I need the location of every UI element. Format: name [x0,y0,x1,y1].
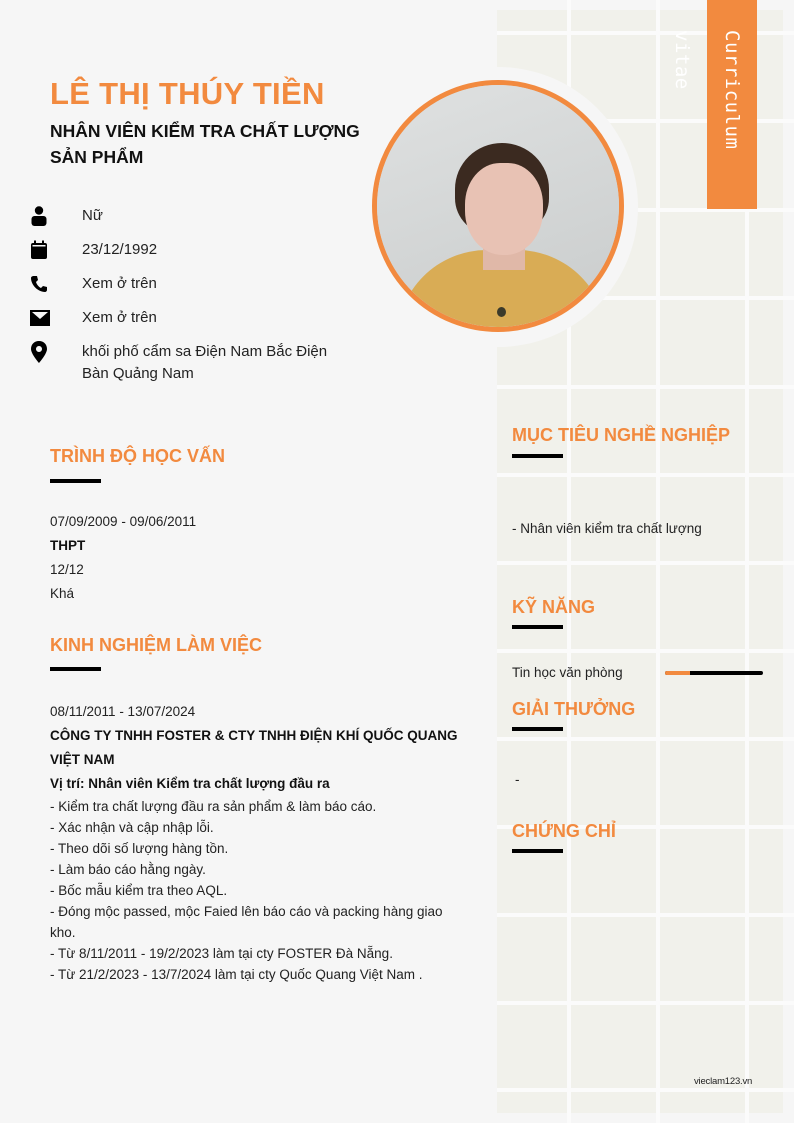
grid-line [497,473,794,477]
cv-banner [671,0,757,209]
skill-name: Tin học văn phòng [512,665,623,680]
experience-duty: - Làm báo cáo hằng ngày. [50,862,206,877]
awards-text: - [515,772,520,787]
education-school: THPT [50,538,86,553]
envelope-icon [30,307,82,329]
skills-title: KỸ NĂNG [512,597,596,617]
experience-duty: - Từ 8/11/2011 - 19/2/2023 làm tại cty FOSTER Đà Nẵng. [50,946,393,961]
grid-line [497,913,794,917]
grid-line [497,1001,794,1005]
experience-duty: - Đóng mộc passed, mộc Faied lên báo cáo và packing hàng giao kho. [50,904,443,940]
section-rule [512,625,563,629]
grid-line [497,1088,794,1092]
skill-level-bar [665,671,763,675]
experience-period: 08/11/2011 - 13/07/2024 [50,704,196,719]
education-title: TRÌNH ĐỘ HỌC VẤN [50,446,225,466]
section-rule [512,454,563,458]
section-rule [512,727,563,731]
objective-title: MỤC TIÊU NGHỀ NGHIỆP [512,425,731,445]
gender-value: Nữ [82,207,103,224]
experience-duty: - Kiểm tra chất lượng đầu ra sản phẩm & làm báo cáo. [50,799,377,814]
cv-banner-text: Curriculum vitae [671,30,743,150]
education-entry [50,510,470,606]
section-rule [512,849,563,853]
address-value: khối phố cẩm sa Điện Nam Bắc Điện Bàn Quảng Nam [82,343,328,382]
phone-icon [30,273,82,295]
skill-level-fill [665,671,690,675]
education-period: 07/09/2009 - 09/06/2011 [50,514,197,529]
birthdate-value: 23/12/1992 [82,241,158,258]
certificates-title: CHỨNG CHỈ [512,821,616,841]
section-rule [50,479,101,483]
photo-shirt-button [497,307,506,317]
experience-duty: - Xác nhận và cập nhập lỗi. [50,820,214,835]
experience-entry [50,700,465,985]
profile-photo [372,80,624,332]
map-pin-icon [30,341,82,363]
contact-gender [30,205,360,227]
email-value: Xem ở trên [82,309,157,326]
grid-line [497,649,794,653]
contact-address [30,341,360,385]
calendar-icon [30,239,82,261]
person-icon [30,205,82,227]
contact-phone [30,273,360,295]
candidate-name: LÊ THỊ THÚY TIỀN [50,76,325,111]
experience-duty: - Từ 21/2/2023 - 13/7/2024 làm tại cty Quốc Quang Việt Nam . [50,967,423,982]
contact-list [30,205,360,397]
experience-position: Vị trí: Nhân viên Kiểm tra chất lượng đầu ra [50,776,330,791]
phone-value: Xem ở trên [82,275,157,292]
contact-email [30,307,360,329]
awards-title: GIẢI THƯỞNG [512,699,636,719]
section-rule [50,667,101,671]
grid-line [497,737,794,741]
footer-brand: vieclam123.vn [694,1076,753,1087]
education-grade: Khá [50,586,75,601]
job-title: NHÂN VIÊN KIỂM TRA CHẤT LƯỢNG SẢN PHẨM [50,121,360,167]
grid-line [497,561,794,565]
experience-company: CÔNG TY TNHH FOSTER & CTY TNHH ĐIỆN KHÍ QUỐC QUANG VIỆT NAM [50,728,458,767]
photo-face [465,163,543,255]
education-level: 12/12 [50,562,84,577]
contact-birthdate [30,239,360,261]
objective-text: - Nhân viên kiểm tra chất lượng [512,521,702,536]
experience-duty: - Theo dõi số lượng hàng tồn. [50,841,229,856]
experience-title: KINH NGHIỆM LÀM VIỆC [50,635,263,655]
experience-duty: - Bốc mẫu kiểm tra theo AQL. [50,883,228,898]
grid-line [497,385,794,389]
